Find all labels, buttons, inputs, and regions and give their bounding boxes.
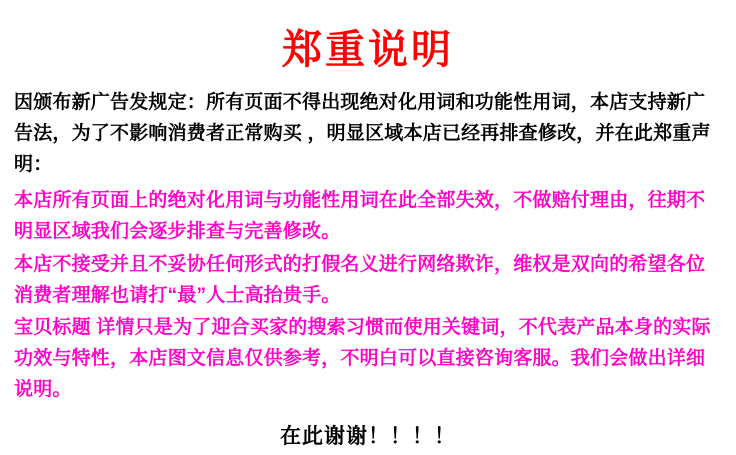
closing-text: 在此谢谢！！！！ (280, 424, 456, 448)
intro-paragraph: 因颁布新广告发规定：所有页面不得出现绝对化用词和功能性用词，本店支持新广告法，为了不影响消费者正常购买 ，明显区域本店已经再排查修改，并在此郑重声明： (14, 92, 711, 175)
page-title: 郑重说明 (282, 28, 454, 72)
statement-paragraph-2: 本店不接受并且不妥协任何形式的打假名义进行网络欺诈，维权是双向的希望各位消费者理解也请打“最”人士高抬贵手。 (14, 253, 706, 306)
statement-paragraph-1: 本店所有页面上的绝对化用词与功能性用词在此全部失效，不做赔付理由，往期不明显区域我们会逐步排查与完善修改。 (14, 190, 706, 243)
statement-paragraph-3: 宝贝标题 详情只是为了迎合买家的搜索习惯而使用关键词，不代表产品本身的实际功效与特性，本店图文信息仅供参考，不明白可以直接咨询客服。我们会做出详细说明。 (14, 317, 711, 400)
notice-body (0, 88, 736, 450)
notice-page (0, 26, 736, 455)
